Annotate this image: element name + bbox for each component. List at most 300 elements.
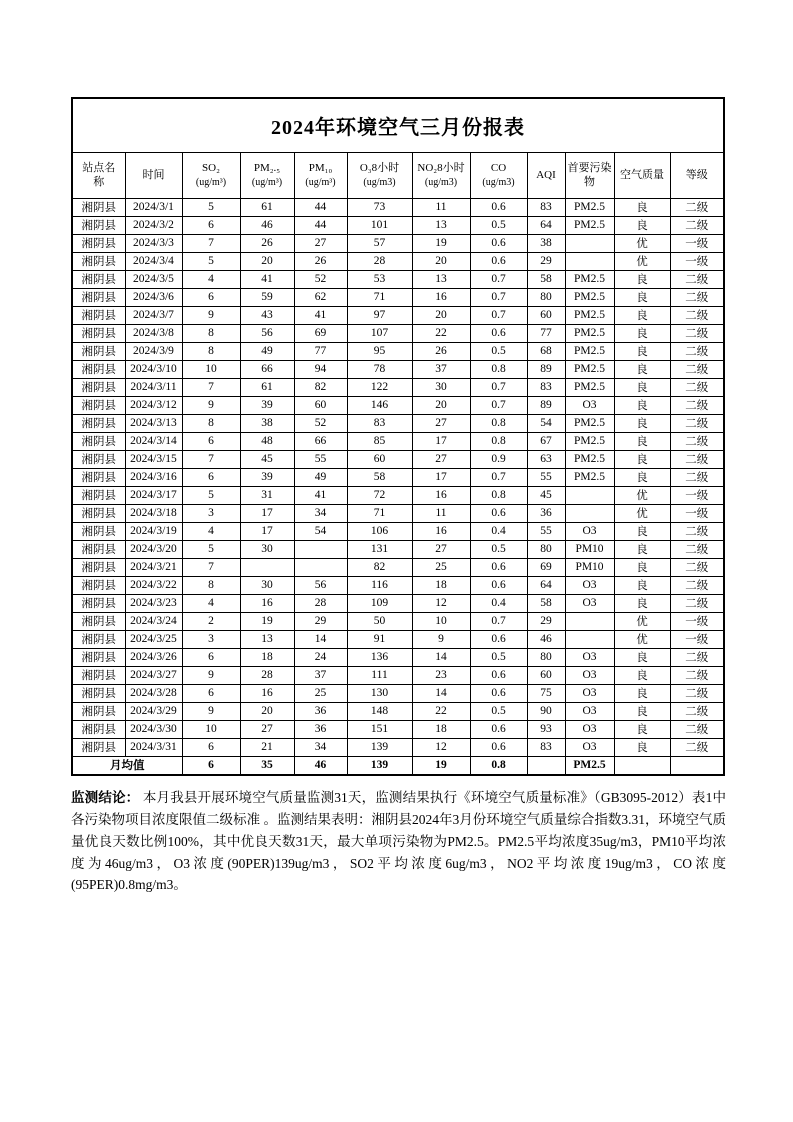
- cell-station: 湘阴县: [72, 468, 125, 486]
- cell-pollutant: [565, 612, 614, 630]
- cell-pm25: 30: [240, 540, 294, 558]
- table-row: [72, 738, 724, 756]
- cell-pollutant: O3: [565, 396, 614, 414]
- cell-o3: 101: [347, 216, 412, 234]
- table-row: [72, 702, 724, 720]
- cell-aqi: 89: [527, 360, 565, 378]
- cell-aqi: 89: [527, 396, 565, 414]
- cell-grade: 二级: [670, 216, 724, 234]
- cell-aqi: 63: [527, 450, 565, 468]
- cell-so2: 8: [182, 576, 240, 594]
- cell-grade: 一级: [670, 612, 724, 630]
- cell-pm10: 52: [294, 414, 347, 432]
- cell-no2: 17: [412, 468, 470, 486]
- cell-co: 0.4: [470, 594, 527, 612]
- cell-no2: 14: [412, 684, 470, 702]
- cell-pollutant: O3: [565, 648, 614, 666]
- cell-aqi: 93: [527, 720, 565, 738]
- cell-aqi: 29: [527, 252, 565, 270]
- cell-grade: 一级: [670, 504, 724, 522]
- cell-quality: 良: [614, 288, 670, 306]
- cell-so2: 6: [182, 216, 240, 234]
- cell-so2: 9: [182, 396, 240, 414]
- cell-co: 0.5: [470, 216, 527, 234]
- cell-station: 湘阴县: [72, 666, 125, 684]
- cell-o3: 151: [347, 720, 412, 738]
- cell-pollutant: PM2.5: [565, 414, 614, 432]
- cell-so2: 7: [182, 558, 240, 576]
- cell-co: 0.6: [470, 252, 527, 270]
- cell-station: 湘阴县: [72, 342, 125, 360]
- average-aqi: [527, 756, 565, 775]
- cell-o3: 116: [347, 576, 412, 594]
- cell-pm25: 16: [240, 594, 294, 612]
- cell-pollutant: PM2.5: [565, 306, 614, 324]
- cell-no2: 37: [412, 360, 470, 378]
- cell-date: 2024/3/3: [125, 234, 182, 252]
- col-header-air-quality: 空气质量: [614, 152, 670, 198]
- cell-station: 湘阴县: [72, 648, 125, 666]
- cell-o3: 53: [347, 270, 412, 288]
- cell-quality: 良: [614, 738, 670, 756]
- cell-quality: 优: [614, 252, 670, 270]
- cell-date: 2024/3/11: [125, 378, 182, 396]
- cell-station: 湘阴县: [72, 720, 125, 738]
- cell-grade: 二级: [670, 540, 724, 558]
- cell-quality: 良: [614, 378, 670, 396]
- cell-pm10: 55: [294, 450, 347, 468]
- cell-pm25: 56: [240, 324, 294, 342]
- cell-station: 湘阴县: [72, 306, 125, 324]
- cell-co: 0.5: [470, 702, 527, 720]
- page-title: 2024年环境空气三月份报表: [72, 98, 724, 152]
- cell-no2: 16: [412, 522, 470, 540]
- cell-aqi: 58: [527, 270, 565, 288]
- cell-so2: 7: [182, 450, 240, 468]
- cell-co: 0.6: [470, 684, 527, 702]
- cell-pm10: [294, 558, 347, 576]
- col-header-pm25: PM₂.₅ (ug/m³): [240, 152, 294, 198]
- cell-no2: 12: [412, 738, 470, 756]
- cell-pm10: 60: [294, 396, 347, 414]
- average-grade: [670, 756, 724, 775]
- cell-pm10: 44: [294, 216, 347, 234]
- cell-quality: 良: [614, 576, 670, 594]
- cell-grade: 二级: [670, 702, 724, 720]
- cell-pollutant: PM2.5: [565, 378, 614, 396]
- cell-co: 0.5: [470, 648, 527, 666]
- cell-o3: 60: [347, 450, 412, 468]
- cell-co: 0.6: [470, 738, 527, 756]
- cell-quality: 优: [614, 486, 670, 504]
- cell-so2: 6: [182, 684, 240, 702]
- cell-so2: 5: [182, 198, 240, 216]
- table-header-row: [72, 152, 724, 198]
- cell-co: 0.7: [470, 468, 527, 486]
- cell-aqi: 55: [527, 522, 565, 540]
- cell-no2: 17: [412, 432, 470, 450]
- cell-quality: 良: [614, 270, 670, 288]
- cell-aqi: 75: [527, 684, 565, 702]
- cell-date: 2024/3/14: [125, 432, 182, 450]
- cell-quality: 良: [614, 684, 670, 702]
- cell-grade: 二级: [670, 270, 724, 288]
- cell-pm25: 39: [240, 396, 294, 414]
- cell-co: 0.6: [470, 666, 527, 684]
- cell-co: 0.8: [470, 360, 527, 378]
- cell-o3: 58: [347, 468, 412, 486]
- cell-quality: 优: [614, 234, 670, 252]
- report-table-body: [72, 198, 724, 756]
- cell-date: 2024/3/18: [125, 504, 182, 522]
- cell-pollutant: PM2.5: [565, 342, 614, 360]
- cell-no2: 27: [412, 414, 470, 432]
- cell-pm25: 27: [240, 720, 294, 738]
- cell-date: 2024/3/26: [125, 648, 182, 666]
- cell-pm10: 25: [294, 684, 347, 702]
- col-header-no2: NO₂8小时 (ug/m3): [412, 152, 470, 198]
- cell-quality: 良: [614, 594, 670, 612]
- cell-pm25: 41: [240, 270, 294, 288]
- cell-pm25: 46: [240, 216, 294, 234]
- cell-o3: 139: [347, 738, 412, 756]
- cell-no2: 20: [412, 252, 470, 270]
- cell-co: 0.6: [470, 720, 527, 738]
- cell-grade: 二级: [670, 576, 724, 594]
- cell-no2: 27: [412, 450, 470, 468]
- cell-grade: 二级: [670, 522, 724, 540]
- cell-quality: 良: [614, 324, 670, 342]
- cell-pollutant: O3: [565, 522, 614, 540]
- cell-co: 0.5: [470, 540, 527, 558]
- average-pm10: 46: [294, 756, 347, 775]
- cell-date: 2024/3/5: [125, 270, 182, 288]
- table-row: [72, 396, 724, 414]
- cell-o3: 146: [347, 396, 412, 414]
- cell-co: 0.7: [470, 396, 527, 414]
- cell-pollutant: [565, 234, 614, 252]
- cell-pm10: 29: [294, 612, 347, 630]
- cell-quality: 良: [614, 306, 670, 324]
- cell-aqi: 29: [527, 612, 565, 630]
- cell-date: 2024/3/9: [125, 342, 182, 360]
- cell-co: 0.4: [470, 522, 527, 540]
- cell-pm10: 77: [294, 342, 347, 360]
- cell-pm25: 38: [240, 414, 294, 432]
- cell-grade: 二级: [670, 666, 724, 684]
- cell-co: 0.6: [470, 234, 527, 252]
- cell-o3: 107: [347, 324, 412, 342]
- table-row: [72, 576, 724, 594]
- cell-so2: 5: [182, 540, 240, 558]
- cell-so2: 10: [182, 360, 240, 378]
- table-row: [72, 612, 724, 630]
- cell-o3: 71: [347, 504, 412, 522]
- cell-grade: 二级: [670, 396, 724, 414]
- cell-so2: 8: [182, 324, 240, 342]
- cell-o3: 131: [347, 540, 412, 558]
- cell-no2: 20: [412, 306, 470, 324]
- cell-grade: 二级: [670, 648, 724, 666]
- cell-aqi: 60: [527, 306, 565, 324]
- table-row: [72, 306, 724, 324]
- table-row: [72, 342, 724, 360]
- table-row: [72, 666, 724, 684]
- cell-grade: 二级: [670, 360, 724, 378]
- cell-co: 0.8: [470, 414, 527, 432]
- cell-pm25: 26: [240, 234, 294, 252]
- cell-station: 湘阴县: [72, 252, 125, 270]
- cell-no2: 12: [412, 594, 470, 612]
- cell-pm25: 61: [240, 198, 294, 216]
- cell-grade: 二级: [670, 432, 724, 450]
- cell-grade: 二级: [670, 342, 724, 360]
- cell-aqi: 60: [527, 666, 565, 684]
- cell-no2: 20: [412, 396, 470, 414]
- cell-date: 2024/3/12: [125, 396, 182, 414]
- cell-pm10: 94: [294, 360, 347, 378]
- cell-station: 湘阴县: [72, 450, 125, 468]
- cell-date: 2024/3/28: [125, 684, 182, 702]
- cell-no2: 23: [412, 666, 470, 684]
- cell-station: 湘阴县: [72, 198, 125, 216]
- cell-pollutant: PM10: [565, 558, 614, 576]
- average-quality: [614, 756, 670, 775]
- cell-pm10: 44: [294, 198, 347, 216]
- cell-pollutant: O3: [565, 594, 614, 612]
- cell-pollutant: PM2.5: [565, 360, 614, 378]
- cell-so2: 6: [182, 648, 240, 666]
- average-pm25: 35: [240, 756, 294, 775]
- cell-o3: 78: [347, 360, 412, 378]
- cell-date: 2024/3/23: [125, 594, 182, 612]
- cell-grade: 二级: [670, 684, 724, 702]
- table-row: [72, 234, 724, 252]
- cell-o3: 122: [347, 378, 412, 396]
- cell-pm25: 19: [240, 612, 294, 630]
- cell-so2: 5: [182, 486, 240, 504]
- cell-pollutant: PM2.5: [565, 288, 614, 306]
- cell-pm25: 66: [240, 360, 294, 378]
- cell-date: 2024/3/25: [125, 630, 182, 648]
- cell-quality: 良: [614, 468, 670, 486]
- cell-station: 湘阴县: [72, 522, 125, 540]
- cell-no2: 25: [412, 558, 470, 576]
- cell-pm10: 66: [294, 432, 347, 450]
- cell-aqi: 83: [527, 378, 565, 396]
- cell-pollutant: O3: [565, 738, 614, 756]
- cell-quality: 良: [614, 720, 670, 738]
- cell-so2: 6: [182, 432, 240, 450]
- cell-date: 2024/3/30: [125, 720, 182, 738]
- cell-pollutant: [565, 252, 614, 270]
- cell-aqi: 68: [527, 342, 565, 360]
- cell-pollutant: PM2.5: [565, 198, 614, 216]
- cell-so2: 4: [182, 594, 240, 612]
- cell-aqi: 45: [527, 486, 565, 504]
- cell-station: 湘阴县: [72, 234, 125, 252]
- cell-pollutant: O3: [565, 720, 614, 738]
- cell-so2: 10: [182, 720, 240, 738]
- cell-pollutant: PM2.5: [565, 468, 614, 486]
- cell-date: 2024/3/2: [125, 216, 182, 234]
- cell-date: 2024/3/17: [125, 486, 182, 504]
- cell-pm10: 36: [294, 702, 347, 720]
- cell-aqi: 55: [527, 468, 565, 486]
- cell-co: 0.7: [470, 270, 527, 288]
- cell-date: 2024/3/16: [125, 468, 182, 486]
- cell-co: 0.7: [470, 288, 527, 306]
- cell-quality: 良: [614, 558, 670, 576]
- cell-no2: 13: [412, 270, 470, 288]
- cell-grade: 二级: [670, 306, 724, 324]
- table-row: [72, 504, 724, 522]
- table-row: [72, 468, 724, 486]
- cell-pm25: 21: [240, 738, 294, 756]
- cell-grade: 一级: [670, 252, 724, 270]
- cell-pm10: 26: [294, 252, 347, 270]
- cell-co: 0.6: [470, 576, 527, 594]
- cell-pm10: 36: [294, 720, 347, 738]
- cell-no2: 27: [412, 540, 470, 558]
- col-header-grade: 等级: [670, 152, 724, 198]
- cell-no2: 10: [412, 612, 470, 630]
- cell-quality: 良: [614, 540, 670, 558]
- cell-grade: 二级: [670, 720, 724, 738]
- cell-o3: 109: [347, 594, 412, 612]
- table-row: [72, 522, 724, 540]
- cell-so2: 8: [182, 342, 240, 360]
- cell-quality: 良: [614, 198, 670, 216]
- cell-o3: 50: [347, 612, 412, 630]
- cell-pm10: 24: [294, 648, 347, 666]
- cell-pm25: 45: [240, 450, 294, 468]
- conclusion-paragraph: [71, 787, 726, 896]
- cell-quality: 良: [614, 702, 670, 720]
- cell-aqi: 36: [527, 504, 565, 522]
- cell-pollutant: O3: [565, 666, 614, 684]
- cell-so2: 7: [182, 234, 240, 252]
- cell-pm25: 61: [240, 378, 294, 396]
- cell-pm25: 17: [240, 522, 294, 540]
- cell-co: 0.6: [470, 504, 527, 522]
- cell-date: 2024/3/10: [125, 360, 182, 378]
- table-row: [72, 540, 724, 558]
- cell-pollutant: PM10: [565, 540, 614, 558]
- cell-pm25: 43: [240, 306, 294, 324]
- cell-station: 湘阴县: [72, 684, 125, 702]
- cell-pm25: 49: [240, 342, 294, 360]
- table-row: [72, 270, 724, 288]
- cell-date: 2024/3/27: [125, 666, 182, 684]
- cell-co: 0.7: [470, 306, 527, 324]
- cell-grade: 二级: [670, 198, 724, 216]
- cell-so2: 4: [182, 522, 240, 540]
- cell-no2: 9: [412, 630, 470, 648]
- cell-pollutant: O3: [565, 684, 614, 702]
- cell-aqi: 54: [527, 414, 565, 432]
- cell-co: 0.6: [470, 558, 527, 576]
- cell-date: 2024/3/1: [125, 198, 182, 216]
- cell-no2: 13: [412, 216, 470, 234]
- table-row: [72, 252, 724, 270]
- cell-date: 2024/3/21: [125, 558, 182, 576]
- cell-aqi: 64: [527, 216, 565, 234]
- cell-o3: 106: [347, 522, 412, 540]
- cell-quality: 优: [614, 612, 670, 630]
- cell-grade: 二级: [670, 324, 724, 342]
- cell-date: 2024/3/20: [125, 540, 182, 558]
- cell-pm10: 82: [294, 378, 347, 396]
- cell-no2: 22: [412, 324, 470, 342]
- cell-quality: 良: [614, 360, 670, 378]
- cell-quality: 良: [614, 522, 670, 540]
- cell-co: 0.6: [470, 198, 527, 216]
- cell-station: 湘阴县: [72, 702, 125, 720]
- cell-grade: 二级: [670, 378, 724, 396]
- cell-aqi: 77: [527, 324, 565, 342]
- cell-so2: 7: [182, 378, 240, 396]
- cell-pm10: 34: [294, 504, 347, 522]
- cell-pollutant: PM2.5: [565, 324, 614, 342]
- cell-no2: 16: [412, 486, 470, 504]
- cell-grade: 二级: [670, 414, 724, 432]
- cell-o3: 72: [347, 486, 412, 504]
- cell-o3: 85: [347, 432, 412, 450]
- cell-so2: 6: [182, 468, 240, 486]
- cell-pollutant: [565, 486, 614, 504]
- cell-quality: 良: [614, 432, 670, 450]
- cell-grade: 二级: [670, 468, 724, 486]
- cell-station: 湘阴县: [72, 486, 125, 504]
- title-row: [72, 98, 724, 152]
- cell-o3: 57: [347, 234, 412, 252]
- cell-pollutant: PM2.5: [565, 270, 614, 288]
- average-row: [72, 756, 724, 775]
- cell-so2: 4: [182, 270, 240, 288]
- cell-so2: 9: [182, 306, 240, 324]
- cell-pm10: 41: [294, 306, 347, 324]
- table-row: [72, 558, 724, 576]
- cell-pollutant: PM2.5: [565, 216, 614, 234]
- cell-so2: 5: [182, 252, 240, 270]
- cell-pollutant: PM2.5: [565, 432, 614, 450]
- cell-so2: 3: [182, 504, 240, 522]
- cell-station: 湘阴县: [72, 630, 125, 648]
- cell-aqi: 38: [527, 234, 565, 252]
- cell-pm25: 18: [240, 648, 294, 666]
- cell-station: 湘阴县: [72, 414, 125, 432]
- cell-o3: 111: [347, 666, 412, 684]
- cell-aqi: 64: [527, 576, 565, 594]
- cell-date: 2024/3/4: [125, 252, 182, 270]
- cell-date: 2024/3/19: [125, 522, 182, 540]
- cell-o3: 82: [347, 558, 412, 576]
- cell-grade: 二级: [670, 558, 724, 576]
- cell-o3: 136: [347, 648, 412, 666]
- cell-no2: 11: [412, 504, 470, 522]
- cell-grade: 一级: [670, 486, 724, 504]
- cell-aqi: 83: [527, 738, 565, 756]
- cell-quality: 良: [614, 342, 670, 360]
- col-header-station: 站点名称: [72, 152, 125, 198]
- cell-quality: 良: [614, 450, 670, 468]
- conclusion-text: 本月我县开展环境空气质量监测31天，监测结果执行《环境空气质量标准》（GB3095-2012）表1中各污染物项目浓度限值二级标准 。监测结果表明：湘阴县2024年3月份环境空气质量综合指数3.31，环境空气质量优良天数比例100%，其中优良天数31天，最大单项污染物为PM2.5。PM2.5平均浓度35ug/m3，PM10平均浓度为46ug/m3，O3浓度(90PER)139ug/m3，SO2平均浓度6ug/m3，NO2平均浓度19ug/m3，CO浓度(95PER)0.8mg/m3。: [71, 790, 727, 893]
- cell-co: 0.7: [470, 378, 527, 396]
- cell-grade: 一级: [670, 234, 724, 252]
- table-row: [72, 324, 724, 342]
- cell-o3: 91: [347, 630, 412, 648]
